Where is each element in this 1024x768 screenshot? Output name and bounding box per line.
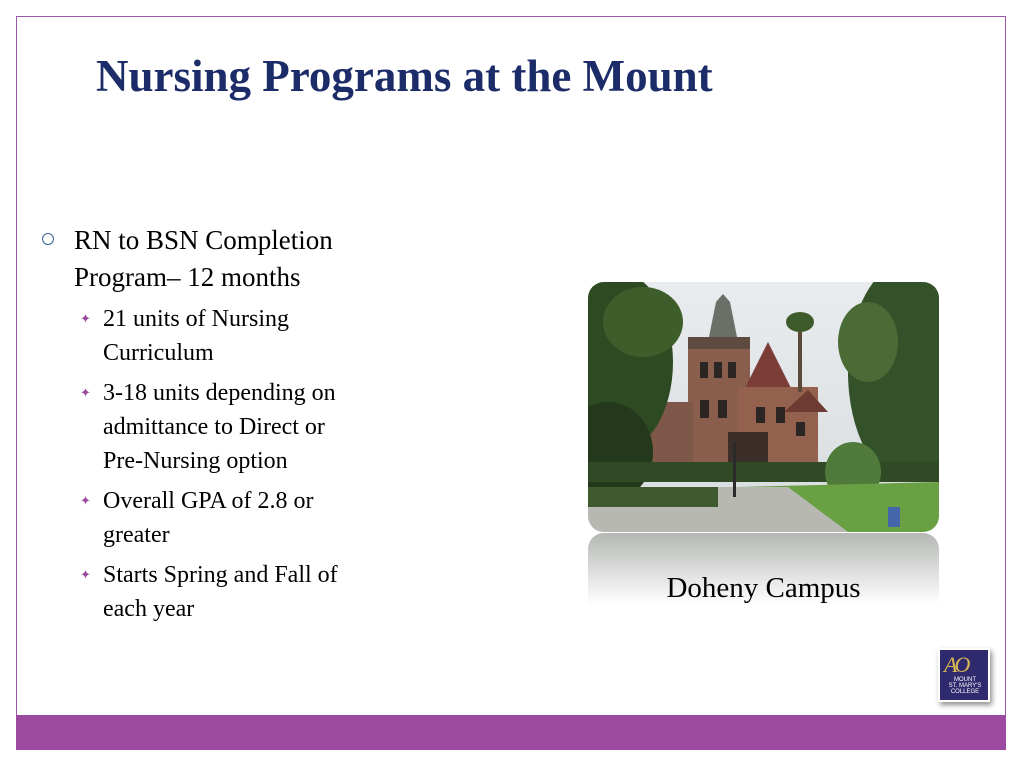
- logo-text-line: MOUNT: [954, 677, 976, 683]
- campus-photo: [588, 282, 939, 532]
- bottom-accent-bar: [16, 715, 1006, 750]
- photo-caption: Doheny Campus: [666, 572, 861, 604]
- sub-bullet-text: 3-18 units depending on: [103, 380, 336, 406]
- sub-bullet-text: Curriculum: [103, 340, 214, 366]
- hollow-circle-icon: [42, 233, 54, 245]
- sub-bullet-item: [40, 376, 430, 478]
- logo-text-line: ST. MARY'S: [948, 683, 982, 689]
- sub-bullet-item: [40, 484, 430, 552]
- bullet-text-line: RN to BSN Completion: [74, 225, 333, 255]
- four-point-star-icon: ✦: [80, 385, 91, 400]
- bullet-text-line: Program– 12 months: [74, 262, 301, 292]
- sub-bullet-list: [40, 302, 430, 626]
- sub-bullet-item: [40, 558, 430, 626]
- sub-bullet-text: greater: [103, 522, 170, 548]
- logo-text-line: COLLEGE: [950, 689, 980, 695]
- slide-title: Nursing Programs at the Mount: [96, 51, 713, 101]
- sub-bullet-text: each year: [103, 596, 195, 622]
- four-point-star-icon: ✦: [80, 311, 91, 326]
- sub-bullet-text: Pre-Nursing option: [103, 448, 288, 474]
- sub-bullet-text: admittance to Direct or: [103, 414, 325, 440]
- logo-text: [942, 677, 988, 695]
- bullet-item-level1: [40, 222, 430, 296]
- sub-bullet-item: [40, 302, 430, 370]
- four-point-star-icon: ✦: [80, 493, 91, 508]
- four-point-star-icon: ✦: [80, 567, 91, 582]
- logo-monogram: AO: [944, 652, 968, 677]
- college-logo: [938, 648, 990, 702]
- bullet-list: [40, 222, 430, 632]
- sub-bullet-text: Starts Spring and Fall of: [103, 562, 338, 588]
- sub-bullet-text: 21 units of Nursing: [103, 306, 289, 332]
- sub-bullet-text: Overall GPA of 2.8 or: [103, 488, 314, 514]
